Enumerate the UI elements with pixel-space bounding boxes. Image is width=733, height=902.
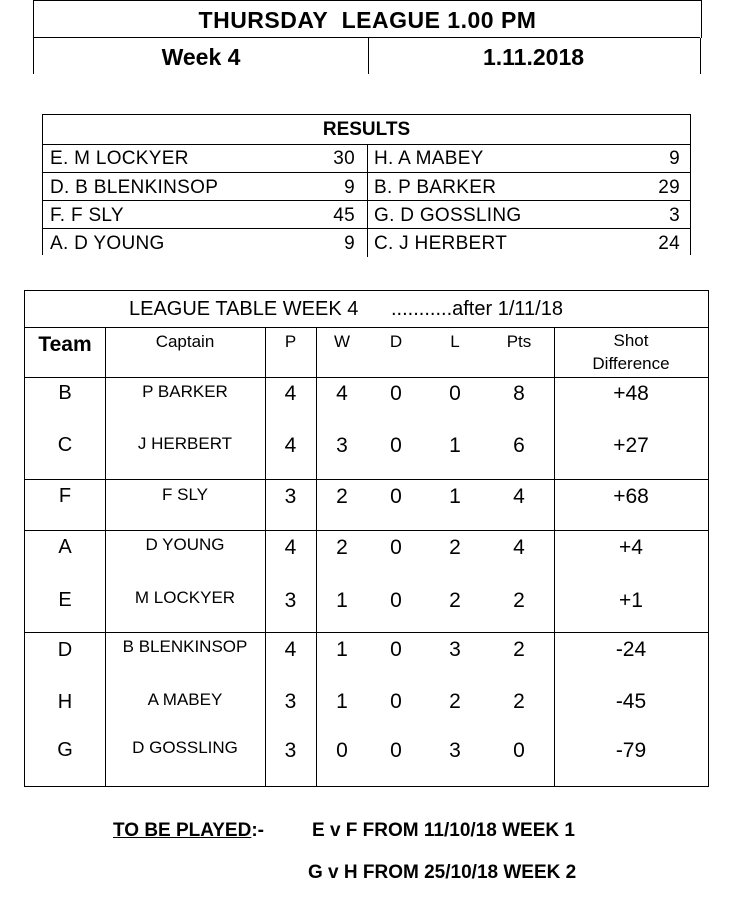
league-table bbox=[24, 290, 709, 787]
header-drawn: D bbox=[389, 332, 403, 351]
shot-difference-value: -45 bbox=[615, 690, 647, 713]
result-divider bbox=[367, 229, 368, 257]
points-value: 2 bbox=[513, 638, 525, 661]
row-divider bbox=[25, 377, 708, 378]
shot-difference-value: -24 bbox=[615, 638, 647, 661]
lost-value: 2 bbox=[449, 589, 461, 612]
week-label: Week 4 bbox=[33, 38, 369, 74]
played-value: 4 bbox=[284, 638, 297, 661]
fixtures-label bbox=[113, 820, 264, 842]
played-value: 3 bbox=[284, 485, 297, 508]
header-points: Pts bbox=[506, 332, 532, 351]
result-right-name: G. D GOSSLING bbox=[374, 205, 522, 226]
points-value: 0 bbox=[513, 739, 525, 762]
drawn-value: 0 bbox=[390, 690, 402, 713]
date-label: 1.11.2018 bbox=[367, 38, 701, 74]
lost-value: 1 bbox=[449, 434, 461, 457]
drawn-value: 0 bbox=[390, 589, 402, 612]
header-block bbox=[33, 0, 700, 73]
result-left-score: 30 bbox=[333, 148, 355, 169]
won-value: 1 bbox=[336, 690, 348, 713]
result-right-score: 24 bbox=[658, 233, 680, 254]
result-divider bbox=[367, 201, 368, 229]
result-right-name: B. P BARKER bbox=[374, 177, 497, 198]
points-value: 4 bbox=[513, 485, 525, 508]
captain-name: J HERBERT bbox=[137, 434, 233, 453]
points-value: 2 bbox=[513, 589, 525, 612]
result-row bbox=[43, 201, 690, 229]
header-captain: Captain bbox=[155, 332, 215, 351]
team-letter: C bbox=[57, 434, 73, 456]
captain-name: D GOSSLING bbox=[132, 738, 238, 757]
points-value: 4 bbox=[513, 536, 525, 559]
drawn-value: 0 bbox=[390, 434, 402, 457]
results-title: RESULTS bbox=[43, 115, 690, 145]
result-right-name: C. J HERBERT bbox=[374, 233, 508, 254]
fixtures-label-suffix: :- bbox=[251, 820, 264, 841]
played-value: 3 bbox=[284, 739, 297, 762]
result-left-score: 9 bbox=[344, 177, 355, 198]
team-letter: D bbox=[57, 639, 73, 661]
fixtures-label-text: TO BE PLAYED bbox=[113, 820, 252, 841]
shot-difference-value: +27 bbox=[613, 434, 649, 457]
league-table-title-row bbox=[25, 291, 708, 328]
fixtures-block bbox=[0, 816, 733, 896]
team-letter: H bbox=[57, 691, 73, 713]
result-left-score: 9 bbox=[344, 233, 355, 254]
team-letter: F bbox=[58, 485, 72, 507]
league-title: THURSDAY LEAGUE 1.00 PM bbox=[33, 0, 702, 38]
lost-value: 0 bbox=[449, 382, 461, 405]
header-team: Team bbox=[38, 333, 92, 356]
league-table-title: LEAGUE TABLE WEEK 4 bbox=[129, 298, 359, 320]
won-value: 0 bbox=[336, 739, 348, 762]
result-divider bbox=[367, 144, 368, 172]
captain-name: M LOCKYER bbox=[134, 588, 236, 607]
points-value: 2 bbox=[513, 690, 525, 713]
header-played: P bbox=[284, 332, 297, 351]
lost-value: 1 bbox=[449, 485, 461, 508]
league-table-subtitle: ...........after 1/11/18 bbox=[391, 298, 563, 320]
result-left-name: E. M LOCKYER bbox=[50, 148, 189, 169]
drawn-value: 0 bbox=[390, 739, 402, 762]
won-value: 3 bbox=[336, 434, 348, 457]
lost-value: 3 bbox=[449, 739, 461, 762]
played-value: 4 bbox=[284, 434, 297, 457]
shot-difference-value: -79 bbox=[615, 739, 647, 762]
lost-value: 2 bbox=[449, 690, 461, 713]
shot-difference-value: +48 bbox=[613, 382, 649, 405]
team-letter: A bbox=[58, 536, 72, 558]
captain-name: F SLY bbox=[162, 485, 208, 504]
shot-difference-value: +1 bbox=[619, 589, 643, 612]
row-divider bbox=[25, 530, 708, 531]
result-divider bbox=[367, 173, 368, 201]
week-date-row bbox=[33, 37, 700, 74]
result-row bbox=[43, 144, 690, 172]
played-value: 3 bbox=[284, 589, 297, 612]
result-right-score: 29 bbox=[658, 177, 680, 198]
shot-difference-value: +4 bbox=[619, 536, 643, 559]
header-difference: Difference bbox=[592, 354, 670, 373]
played-value: 4 bbox=[284, 536, 297, 559]
fixture-line-1: E v F FROM 11/10/18 WEEK 1 bbox=[312, 820, 575, 841]
won-value: 2 bbox=[336, 536, 348, 559]
result-left-name: D. B BLENKINSOP bbox=[50, 177, 219, 198]
drawn-value: 0 bbox=[390, 485, 402, 508]
captain-name: P BARKER bbox=[142, 382, 228, 401]
won-value: 1 bbox=[336, 638, 348, 661]
team-letter: G bbox=[57, 739, 73, 761]
shot-difference-value: +68 bbox=[613, 485, 649, 508]
team-letter: E bbox=[58, 589, 72, 611]
drawn-value: 0 bbox=[390, 382, 402, 405]
won-value: 4 bbox=[336, 382, 348, 405]
played-value: 4 bbox=[284, 382, 297, 405]
fixture-line-2: G v H FROM 25/10/18 WEEK 2 bbox=[308, 862, 577, 883]
lost-value: 2 bbox=[449, 536, 461, 559]
played-value: 3 bbox=[284, 690, 297, 713]
result-left-name: A. D YOUNG bbox=[50, 233, 165, 254]
captain-name: A MABEY bbox=[147, 690, 223, 709]
result-row bbox=[43, 229, 690, 257]
won-value: 1 bbox=[336, 589, 348, 612]
result-left-score: 45 bbox=[333, 205, 355, 226]
captain-name: B BLENKINSOP bbox=[122, 637, 248, 656]
points-value: 6 bbox=[513, 434, 525, 457]
result-left-name: F. F SLY bbox=[50, 205, 124, 226]
header-won: W bbox=[333, 332, 351, 351]
captain-name: D YOUNG bbox=[145, 535, 225, 554]
team-letter: B bbox=[58, 382, 72, 404]
won-value: 2 bbox=[336, 485, 348, 508]
points-value: 8 bbox=[513, 382, 525, 405]
row-divider bbox=[25, 632, 708, 633]
header-lost: L bbox=[450, 332, 460, 351]
drawn-value: 0 bbox=[390, 638, 402, 661]
row-divider bbox=[25, 479, 708, 480]
drawn-value: 0 bbox=[390, 536, 402, 559]
result-right-score: 3 bbox=[669, 205, 680, 226]
result-right-name: H. A MABEY bbox=[374, 148, 484, 169]
result-row bbox=[43, 173, 690, 201]
header-shot: Shot bbox=[613, 331, 649, 350]
lost-value: 3 bbox=[449, 638, 461, 661]
results-table bbox=[42, 114, 691, 255]
result-right-score: 9 bbox=[669, 148, 680, 169]
